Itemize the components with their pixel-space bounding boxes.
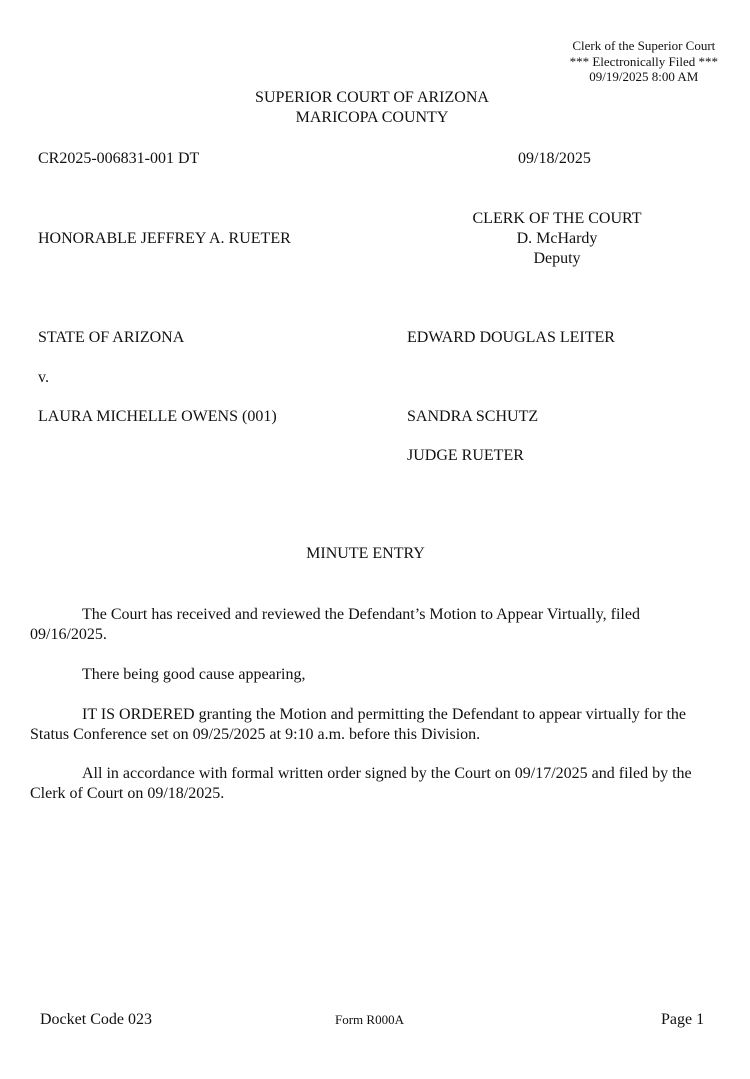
counsel-1: EDWARD DOUGLAS LEITER: [407, 329, 615, 346]
filing-stamp: [570, 38, 718, 85]
judge-name: HONORABLE JEFFREY A. RUETER: [38, 230, 291, 247]
filing-stamp-line2: *** Electronically Filed ***: [569, 53, 718, 69]
clerk-title: CLERK OF THE COURT: [472, 210, 642, 227]
clerk-block: [456, 209, 658, 269]
court-name: SUPERIOR COURT OF ARIZONA: [255, 89, 489, 106]
counsel-3: JUDGE RUETER: [407, 447, 524, 464]
paragraph-received: The Court has received and reviewed the Defendant’s Motion to Appear Virtually, filed 09/16/2025.: [30, 606, 640, 643]
document-title: MINUTE ENTRY: [306, 545, 425, 562]
filing-stamp-line1: Clerk of the Superior Court: [572, 38, 716, 53]
clerk-name: D. McHardy: [516, 230, 598, 247]
filing-stamp-line3: 09/19/2025 8:00 AM: [589, 69, 699, 84]
page-number: Page 1: [661, 1011, 705, 1028]
clerk-role: Deputy: [533, 250, 581, 267]
form-code: Form R000A: [335, 1012, 404, 1027]
versus-label: v.: [38, 369, 49, 386]
counsel-2: SANDRA SCHUTZ: [407, 408, 539, 425]
court-header: [0, 88, 744, 128]
paragraph-accordance: All in accordance with formal written order signed by the Court on 09/17/2025 and filed by the Clerk of Court on 09/18/2025.: [30, 765, 692, 802]
defendant-name: LAURA MICHELLE OWENS (001): [38, 408, 277, 425]
plaintiff-name: STATE OF ARIZONA: [38, 329, 185, 346]
case-date: 09/18/2025: [518, 150, 591, 167]
case-number: CR2025-006831-001 DT: [38, 150, 200, 167]
docket-code: Docket Code 023: [40, 1011, 152, 1028]
court-county: MARICOPA COUNTY: [295, 109, 449, 126]
paragraph-good-cause: There being good cause appearing,: [82, 666, 306, 683]
paragraph-order: IT IS ORDERED granting the Motion and permitting the Defendant to appear virtually for the Status Conference set on 09/25/2025 at 9:10 a.m. before this Division.: [30, 706, 687, 743]
